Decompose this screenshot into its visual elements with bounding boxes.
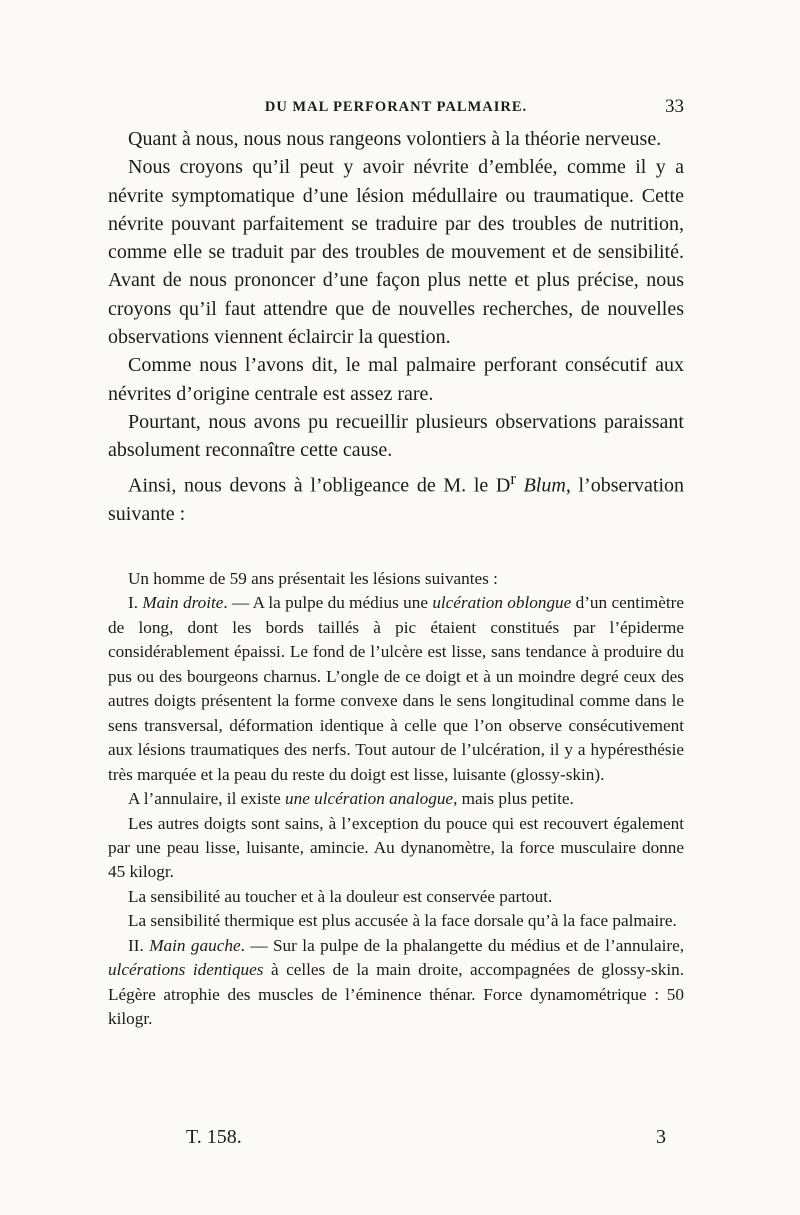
observation-other-fingers: Les autres doigts sont sains, à l’exception du pouce qui est recouvert également par une peau lisse, luisante, amincie. Au dynanomètre, la force musculaire donne 45 kilogr. — [108, 813, 684, 882]
right-hand-emphasis: ulcération oblongue — [432, 593, 572, 613]
right-hand-text-1: . — A la pulpe du médius une — [223, 593, 433, 613]
right-hand-text-2: d’un centimètre de long, dont les bords taillés à pic étaient constitués par l’épiderme considérablement épaissi. Le fond de l’ulcère est lisse, sans tendance à produire du pus ou des bourgeons charnus. L’ongle de ce doigt et à un moindre degré ceux des autres doigts présentent la forme convexe dans le sens longitudinal comme dans le sens transversal, déformation identique à celle que l’on observe consécutivement aux lésions traumatiques des nerfs. Tout autour de l’ulcération, il y a hypéresthésie très marquée et la peau du reste du doigt est lisse, luisante (glossy-skin). — [108, 593, 684, 784]
paragraph-4: Pourtant, nous avons pu recueillir plusieurs observations paraissant absolument reconnaître cette cause. — [108, 410, 684, 462]
left-hand-text-2: à celles de la main droite, accompagnées de glossy-skin. Légère atrophie des muscles de l’éminence thénar. Force dynamométrique : 50 kilogr. — [108, 960, 684, 1029]
doctor-name: Blum — [523, 474, 566, 497]
section-number-1: I. — [128, 593, 143, 613]
observation-ring-finger — [108, 787, 684, 811]
folio-number: 3 — [656, 1126, 666, 1148]
doctor-abbrev-sup: r — [510, 468, 516, 488]
observation-thermal-sensitivity: La sensibilité thermique est plus accusée à la face dorsale qu’à la face palmaire. — [128, 911, 677, 931]
section-label-left-hand: Main gauche — [149, 935, 241, 955]
running-title: DU MAL PERFORANT PALMAIRE. — [264, 99, 528, 115]
observation-intro: Un homme de 59 ans présentait les lésions suivantes : — [128, 569, 498, 588]
observation-text — [108, 567, 684, 1032]
left-hand-text-1: . — Sur la pulpe de la phalangette du médius et de l’annulaire, — [240, 935, 684, 955]
paragraph-1: Quant à nous, nous nous rangeons volontiers à la théorie nerveuse. — [128, 128, 662, 150]
section-number-2: II. — [128, 935, 150, 955]
paragraph-5-before: Ainsi, nous devons à l’obligeance de M. le D — [128, 474, 511, 497]
paragraph-3: Comme nous l’avons dit, le mal palmaire perforant consécutif aux névrites d’origine centrale est assez rare. — [108, 354, 684, 405]
ring-finger-emphasis: une ulcération analogue — [285, 789, 454, 809]
paragraph-5 — [108, 465, 684, 528]
signature-mark: T. 158. — [186, 1126, 242, 1148]
observation-touch-sensitivity: La sensibilité au toucher et à la douleur est conservée partout. — [128, 886, 553, 906]
ring-finger-text-2: , mais plus petite. — [453, 789, 574, 809]
observation-right-hand — [108, 591, 684, 787]
paragraph-5-after: , l’observation suivante : — [108, 474, 685, 525]
page-footer — [108, 1126, 684, 1156]
page-header — [108, 96, 684, 122]
section-label-right-hand: Main droite — [142, 593, 224, 613]
paragraph-2: Nous croyons qu’il peut y avoir névrite d’emblée, comme il y a névrite symptomatique d’une lésion médullaire ou traumatique. Cette névrite pouvant parfaitement se traduire par des troubles de nutrition, comme elle se traduit par des troubles de mouvement et de sensibilité. Avant de nous prononcer d’une façon plus nette et plus précise, nous croyons qu’il faut attendre que de nouvelles recherches, de nouvelles observations viennent éclaircir la question. — [108, 156, 684, 349]
ring-finger-text-1: A l’annulaire, il existe — [128, 789, 286, 809]
main-text — [108, 125, 684, 528]
observation-left-hand — [108, 934, 684, 1032]
page-number: 33 — [665, 96, 684, 117]
left-hand-emphasis: ulcérations identiques — [108, 960, 264, 980]
